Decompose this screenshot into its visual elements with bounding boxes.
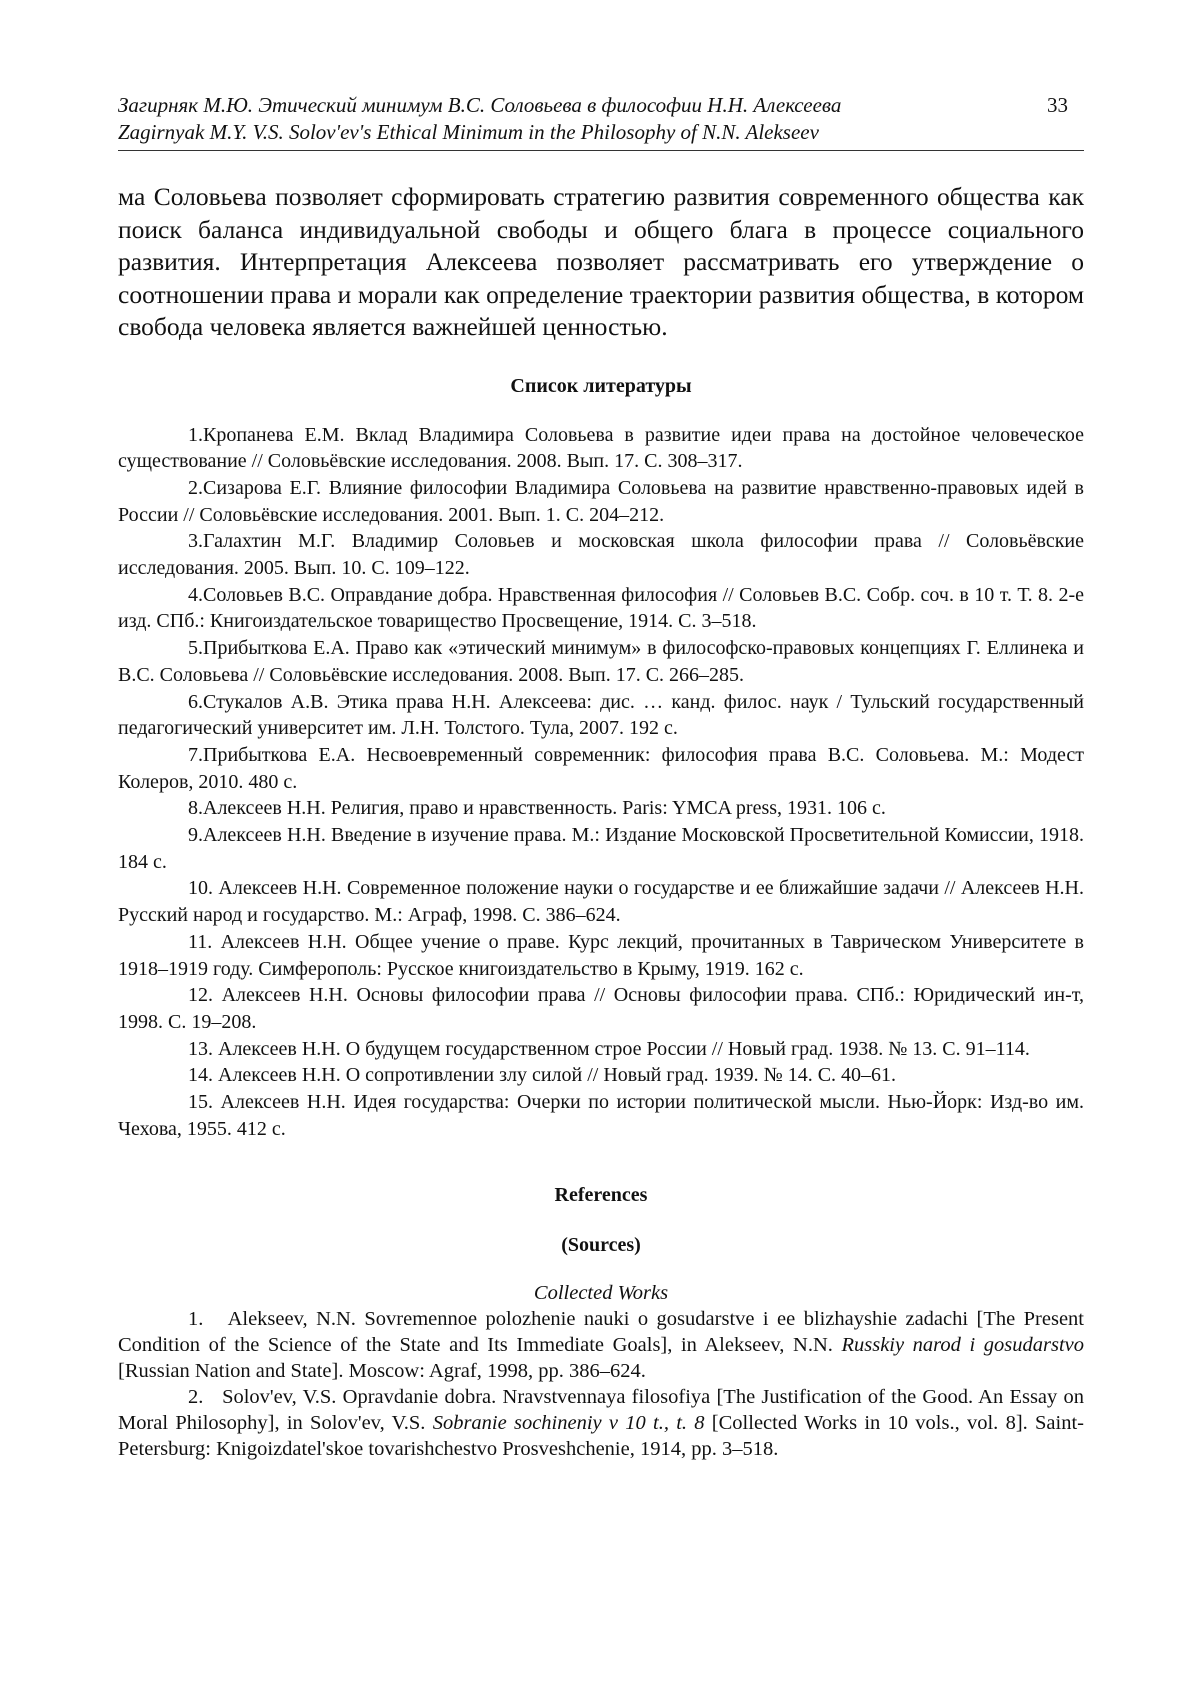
page-number: 33 — [1047, 93, 1068, 117]
list-item: 5.Прибыткова Е.А. Право как «этический минимум» в философско-правовых концепциях Г. Еллинека и В.С. Соловьева // Соловьёвские исследования. 2008. Вып. 17. С. 266–285. — [118, 637, 1084, 686]
list-item: 2.Сизарова Е.Г. Влияние философии Владимира Соловьева на развитие нравственно-правовых идей в России // Соловьёвские исследования. 2001. Вып. 1. С. 204–212. — [118, 476, 1084, 526]
ref-text-tail: [Russian Nation and State]. Moscow: Agraf, 1998, pp. 386–624. — [118, 1360, 646, 1383]
list-item: 15. Алексеев Н.Н. Идея государства: Очерки по истории политической мысли. Нью-Йорк: Изд-во им. Чехова, 1955. 412 с. — [118, 1091, 1084, 1140]
body-paragraph: ма Соловьева позволяет сформировать стратегию развития современного общества как поиск баланса индивидуальной свободы и общего блага в процессе социального развития. Интерпретация Алексеева позволяет рассматривать его утверждение о соотношении права и морали как определение траектории развития общества, в котором свобода человека является важнейшей ценностью. — [118, 182, 1084, 341]
sources-subheading: (Sources) — [561, 1234, 641, 1257]
list-item: 8.Алексеев Н.Н. Религия, право и нравственность. Paris: YMCA press, 1931. 106 с. — [188, 797, 886, 820]
page — [118, 92, 1084, 1462]
references-list — [118, 1306, 1084, 1462]
collected-works-heading: Collected Works — [533, 1282, 669, 1305]
ref-number: 2. — [188, 1386, 204, 1409]
list-item: 10. Алексеев Н.Н. Современное положение науки о государстве и ее ближайшие задачи // Алексеев Н.Н. Русский народ и государство. М.: Аграф, 1998. С. 386–624. — [118, 877, 1084, 927]
list-item — [118, 1384, 1084, 1462]
list-item: 9.Алексеев Н.Н. Введение в изучение права. М.: Издание Московской Просветительной Комиссии, 1918. 184 с. — [118, 824, 1084, 873]
header-title-en: Zagirnyak M.Y. V.S. Solov'ev's Ethical Minimum in the Philosophy of N.N. Alekseev — [118, 120, 819, 144]
list-item: 13. Алексеев Н.Н. О будущем государственном строе России // Новый град. 1938. № 13. С. 91–114. — [188, 1037, 1030, 1060]
list-item: 3.Галахтин М.Г. Владимир Соловьев и московская школа философии права // Соловьёвские исследования. 2005. Вып. 10. С. 109–122. — [118, 530, 1084, 580]
ref-title-italic: Russkiy narod i gosudarstvo — [841, 1334, 1084, 1357]
literature-list — [118, 422, 1084, 1143]
running-header — [118, 92, 1084, 151]
list-item: 12. Алексеев Н.Н. Основы философии права // Основы философии права. СПб.: Юридический ин-т, 1998. С. 19–208. — [118, 984, 1084, 1033]
list-item: 7.Прибыткова Е.А. Несвоевременный современник: философия права В.С. Соловьева. М.: Модест Колеров, 2010. 480 с. — [118, 743, 1084, 793]
list-item: 4.Соловьев В.С. Оправдание добра. Нравственная философия // Соловьев В.С. Собр. соч. в 10 т. Т. 8. 2-е изд. СПб.: Книгоиздательское товарищество Просвещение, 1914. С. 3–518. — [118, 583, 1084, 633]
literature-heading: Список литературы — [510, 374, 692, 397]
references-heading: References — [554, 1184, 648, 1207]
list-item — [118, 1306, 1084, 1384]
header-title-ru: Загирняк М.Ю. Этический минимум В.С. Соловьева в философии Н.Н. Алексеева — [118, 93, 842, 117]
list-item: 6.Стукалов А.В. Этика права Н.Н. Алексеева: дис. … канд. филос. наук / Тульский государственный педагогический университет им. Л.Н. Толстого. Тула, 2007. 192 с. — [118, 690, 1084, 740]
list-item: 1.Кропанева Е.М. Вклад Владимира Соловьева в развитие идеи права на достойное человеческое существование // Соловьёвские исследования. 2008. Вып. 17. С. 308–317. — [118, 423, 1084, 473]
list-item: 14. Алексеев Н.Н. О сопротивлении злу силой // Новый град. 1939. № 14. С. 40–61. — [188, 1064, 897, 1087]
ref-number: 1. — [188, 1308, 204, 1331]
ref-text: Alekseev, N.N. Sovremennoe polozhenie nauki o gosudarstve i ee blizhayshie zadachi [The Present Condition of the Science of the State and Its Immediate Goals], in Alekseev, N.N. — [118, 1308, 1084, 1357]
list-item: 11. Алексеев Н.Н. Общее учение о праве. Курс лекций, прочитанных в Таврическом Университете в 1918–1919 году. Симферополь: Русское книгоиздательство в Крыму, 1919. 162 с. — [118, 930, 1084, 980]
ref-text-tail: [Collected Works in 10 vols., vol. 8]. Saint-Petersburg: Knigoizdatel'skoe tovarishchestvo Prosveshchenie, 1914, pp. 3–518. — [118, 1412, 1084, 1461]
ref-text: Solov'ev, V.S. Opravdanie dobra. Nravstvennaya filosofiya [The Justification of the Good. An Essay on Moral Philosophy], in Solov'ev, V.S. — [118, 1386, 1085, 1435]
ref-title-italic: Sobranie sochineniy v 10 t., t. 8 — [432, 1412, 705, 1435]
